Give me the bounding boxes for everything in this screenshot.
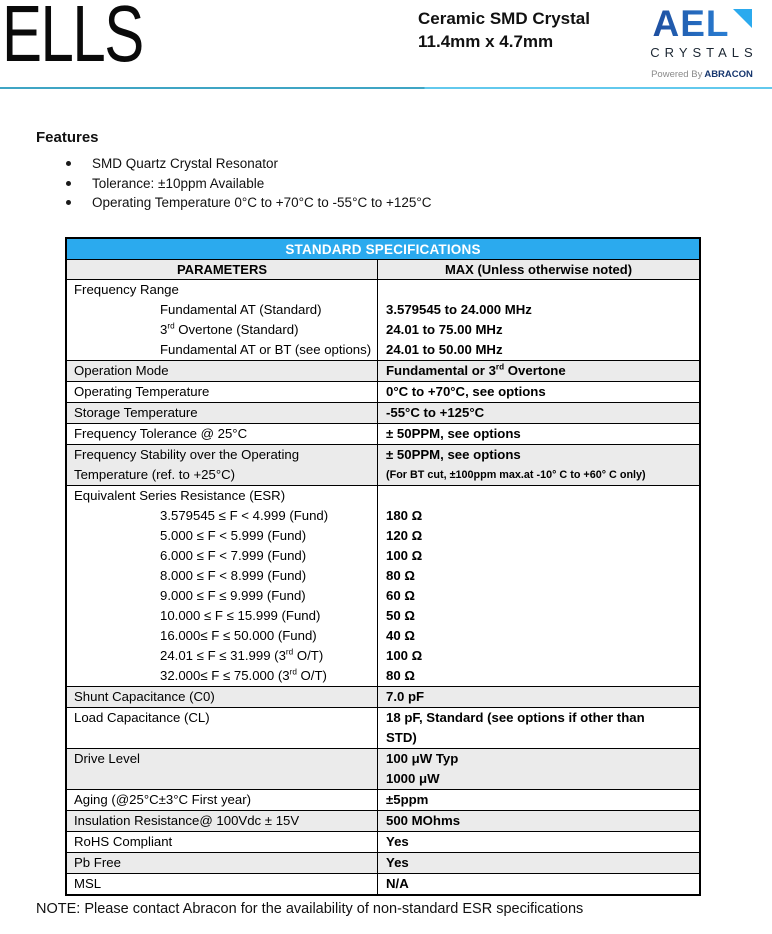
value-text: Yes <box>386 855 409 870</box>
value-text <box>378 486 699 506</box>
param-cell <box>67 424 377 444</box>
param-text: RoHS Compliant <box>74 834 173 849</box>
param-cell <box>67 811 377 831</box>
param-text: Frequency Stability over the Operating <box>74 447 300 462</box>
value-cell <box>377 445 699 485</box>
value-text: Fundamental or 3rd Overtone <box>386 362 566 378</box>
param-text <box>67 728 377 748</box>
bullet-dot-icon <box>66 161 71 166</box>
param-cell <box>67 687 377 707</box>
value-text <box>378 280 699 300</box>
param-text: Drive Level <box>74 751 140 766</box>
value-cell <box>377 687 699 707</box>
value-text: 40 Ω <box>386 628 415 643</box>
param-text: Shunt Capacitance (C0) <box>74 689 215 704</box>
table-row <box>67 831 699 852</box>
param-text: Equivalent Series Resistance (ESR) <box>74 488 286 503</box>
param-cell <box>67 749 377 789</box>
value-cell <box>377 424 699 444</box>
value-text: 80 Ω <box>386 668 415 683</box>
value-text: 100 Ω <box>386 548 423 563</box>
value-text: ±5ppm <box>386 792 429 807</box>
param-text: Operating Temperature <box>74 384 210 399</box>
value-cell <box>377 361 699 381</box>
value-text: 60 Ω <box>386 588 415 603</box>
value-text: 100 Ω <box>386 648 423 663</box>
table-row <box>67 360 699 381</box>
param-cell <box>67 708 377 748</box>
param-text: Frequency Range <box>74 282 179 297</box>
param-text: Storage Temperature <box>74 405 198 420</box>
param-cell <box>67 382 377 402</box>
subtitle-line-2: 11.4mm x 4.7mm <box>418 32 554 51</box>
value-text: -55°C to +125°C <box>386 405 485 420</box>
table-row <box>67 789 699 810</box>
param-cell <box>67 403 377 423</box>
value-cell <box>377 790 699 810</box>
header-divider-rule <box>0 87 772 89</box>
value-cell <box>377 382 699 402</box>
param-text: 10.000 ≤ F ≤ 15.999 (Fund) <box>160 608 321 623</box>
value-cell <box>377 280 699 360</box>
table-row <box>67 280 699 360</box>
feature-item <box>36 154 636 174</box>
param-text: Temperature (ref. to +25°C) <box>74 467 236 482</box>
param-cell <box>67 832 377 852</box>
product-subtitle <box>418 7 590 53</box>
value-cell <box>377 832 699 852</box>
features-list <box>36 154 636 213</box>
param-text: Load Capacitance (CL) <box>74 710 210 725</box>
column-header-row <box>67 260 699 280</box>
param-text: 6.000 ≤ F < 7.999 (Fund) <box>160 548 307 563</box>
value-cell <box>377 708 699 748</box>
param-text: 3rd Overtone (Standard) <box>160 321 299 337</box>
param-cell <box>67 445 377 485</box>
bullet-dot-icon <box>66 200 71 205</box>
table-row <box>67 707 699 748</box>
param-text: Aging (@25°C±3°C First year) <box>74 792 252 807</box>
param-text: 5.000 ≤ F < 5.999 (Fund) <box>160 528 307 543</box>
param-text: 24.01 ≤ F ≤ 31.999 (3rd O/T) <box>160 647 324 663</box>
table-row <box>67 402 699 423</box>
crystals-label: CRYSTALS <box>650 45 758 60</box>
spec-table-body <box>67 280 699 894</box>
ael-wordmark: AEL <box>652 3 730 44</box>
param-text: 9.000 ≤ F ≤ 9.999 (Fund) <box>160 588 306 603</box>
crystal-triangle-icon <box>733 9 752 28</box>
logo-wordmark-row <box>638 3 766 44</box>
value-text: 3.579545 to 24.000 MHz <box>386 302 532 317</box>
value-text: Yes <box>386 834 409 849</box>
param-cell <box>67 853 377 873</box>
feature-text: SMD Quartz Crystal Resonator <box>92 156 279 171</box>
table-row <box>67 873 699 894</box>
value-text: 500 MOhms <box>386 813 461 828</box>
param-text: 3.579545 ≤ F < 4.999 (Fund) <box>160 508 329 523</box>
value-text: 120 Ω <box>386 528 423 543</box>
param-text: Operation Mode <box>74 363 169 378</box>
table-title: STANDARD SPECIFICATIONS <box>67 239 699 260</box>
table-row <box>67 381 699 402</box>
value-cell <box>377 486 699 686</box>
page-title: ELLS <box>2 0 143 78</box>
param-text: 32.000≤ F ≤ 75.000 (3rd O/T) <box>160 667 327 683</box>
value-text: 80 Ω <box>386 568 415 583</box>
param-text: Pb Free <box>74 855 121 870</box>
param-cell <box>67 790 377 810</box>
subtitle-line-1: Ceramic SMD Crystal <box>418 9 590 28</box>
value-text: 50 Ω <box>386 608 415 623</box>
table-row <box>67 748 699 789</box>
powered-by-prefix: Powered By <box>651 69 703 80</box>
value-cell <box>377 811 699 831</box>
param-cell <box>67 874 377 894</box>
value-text: ± 50PPM, see options <box>386 426 521 441</box>
param-cell <box>67 280 377 360</box>
spec-table <box>65 237 701 896</box>
value-cell <box>377 853 699 873</box>
param-text <box>67 769 377 789</box>
table-row <box>67 852 699 873</box>
features-section <box>36 129 636 213</box>
feature-text: Tolerance: ±10ppm Available <box>92 175 265 191</box>
value-cell <box>377 874 699 894</box>
value-text: N/A <box>386 876 409 891</box>
powered-by-line <box>638 69 766 80</box>
feature-item <box>36 174 636 194</box>
table-row <box>67 810 699 831</box>
feature-item <box>36 193 636 213</box>
value-text: (For BT cut, ±100ppm max.at -10° C to +60° C only) <box>386 469 646 481</box>
value-text: 7.0 pF <box>386 689 425 704</box>
column-header-parameters: PARAMETERS <box>176 262 268 277</box>
value-text: 24.01 to 50.00 MHz <box>386 342 503 357</box>
value-text: 180 Ω <box>386 508 423 523</box>
value-text: 0°C to +70°C, see options <box>386 384 546 399</box>
table-row <box>67 686 699 707</box>
table-row <box>67 485 699 686</box>
value-cell <box>377 749 699 789</box>
features-heading: Features <box>36 129 99 146</box>
param-text: MSL <box>74 876 102 891</box>
param-cell <box>67 361 377 381</box>
value-text: 24.01 to 75.00 MHz <box>386 322 503 337</box>
param-text: Insulation Resistance@ 100Vdc ± 15V <box>74 813 300 828</box>
ael-crystals-logo <box>638 3 766 80</box>
value-text: 100 μW Typ <box>386 751 459 766</box>
param-cell <box>67 486 377 686</box>
value-text: 1000 μW <box>386 771 440 786</box>
param-text: 16.000≤ F ≤ 50.000 (Fund) <box>160 628 317 643</box>
value-text: ± 50PPM, see options <box>386 447 521 462</box>
param-text: Frequency Tolerance @ 25°C <box>74 426 248 441</box>
param-text: Fundamental AT (Standard) <box>160 302 322 317</box>
table-row <box>67 444 699 485</box>
bullet-dot-icon <box>66 181 71 186</box>
param-text: Fundamental AT or BT (see options) <box>160 342 372 357</box>
column-header-max: MAX (Unless otherwise noted) <box>377 260 699 279</box>
param-text: 8.000 ≤ F < 8.999 (Fund) <box>160 568 307 583</box>
value-cell <box>377 403 699 423</box>
value-text: STD) <box>386 730 417 745</box>
feature-text: Operating Temperature 0°C to +70°C to -55°C to +125°C <box>92 195 432 210</box>
note-text: NOTE: Please contact Abracon for the availability of non-standard ESR specifications <box>36 901 584 917</box>
abracon-brand: ABRACON <box>704 69 753 80</box>
table-row <box>67 423 699 444</box>
value-text: 18 pF, Standard (see options if other than <box>386 710 645 725</box>
